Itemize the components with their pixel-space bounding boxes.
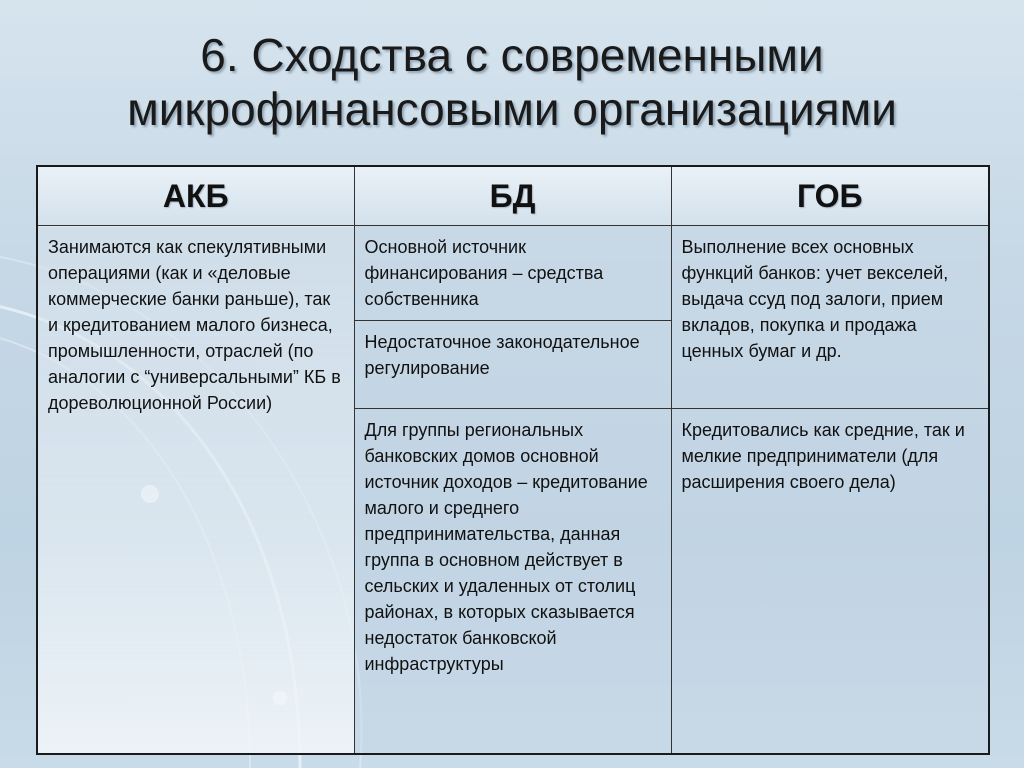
comparison-table (36, 165, 990, 755)
comparison-table-container (36, 165, 988, 755)
cell-gob-1-text: Выполнение всех основных функций банков: учет векселей, выдача ссуд под залоги, прием вкладов, покупка и продажа ценных бумаг и др. (681, 237, 949, 361)
title-line-1: 6. Сходства с современными (200, 29, 824, 81)
title-line-2: микрофинансовыми организациями (127, 83, 897, 135)
cell-akb-text: Занимаются как спекулятивными операциями (как и «деловые коммерческие банки раньше), так и кредитованием малого бизнеса, промышленности, отраслей (по аналогии с “универсальными” КБ в дореволюционной России) (48, 237, 341, 413)
cell-bd-2 (354, 321, 671, 409)
cell-gob-2 (671, 409, 989, 755)
slide-title (0, 28, 1024, 136)
cell-akb (37, 226, 354, 755)
table-header-row (37, 166, 989, 226)
cell-bd-1 (354, 226, 671, 321)
header-bd: БД (354, 166, 671, 226)
cell-bd-1-text: Основной источник финансирования – средства собственника (364, 237, 604, 309)
cell-gob-2-text: Кредитовались как средние, так и мелкие предприниматели (для расширения своего дела) (681, 420, 965, 492)
header-akb: АКБ (37, 166, 354, 226)
cell-bd-3 (354, 409, 671, 755)
cell-bd-2-text: Недостаточное законодательное регулирование (364, 332, 640, 378)
table-row (37, 226, 989, 321)
header-gob: ГОБ (671, 166, 989, 226)
cell-bd-3-text: Для группы региональных банковских домов основной источник доходов – кредитование малого и среднего предпринимательства, данная группа в основном действует в сельских и удаленных от столиц районах, в которых сказывается недостаток банковской инфраструктуры (364, 420, 648, 674)
cell-gob-1 (671, 226, 989, 409)
